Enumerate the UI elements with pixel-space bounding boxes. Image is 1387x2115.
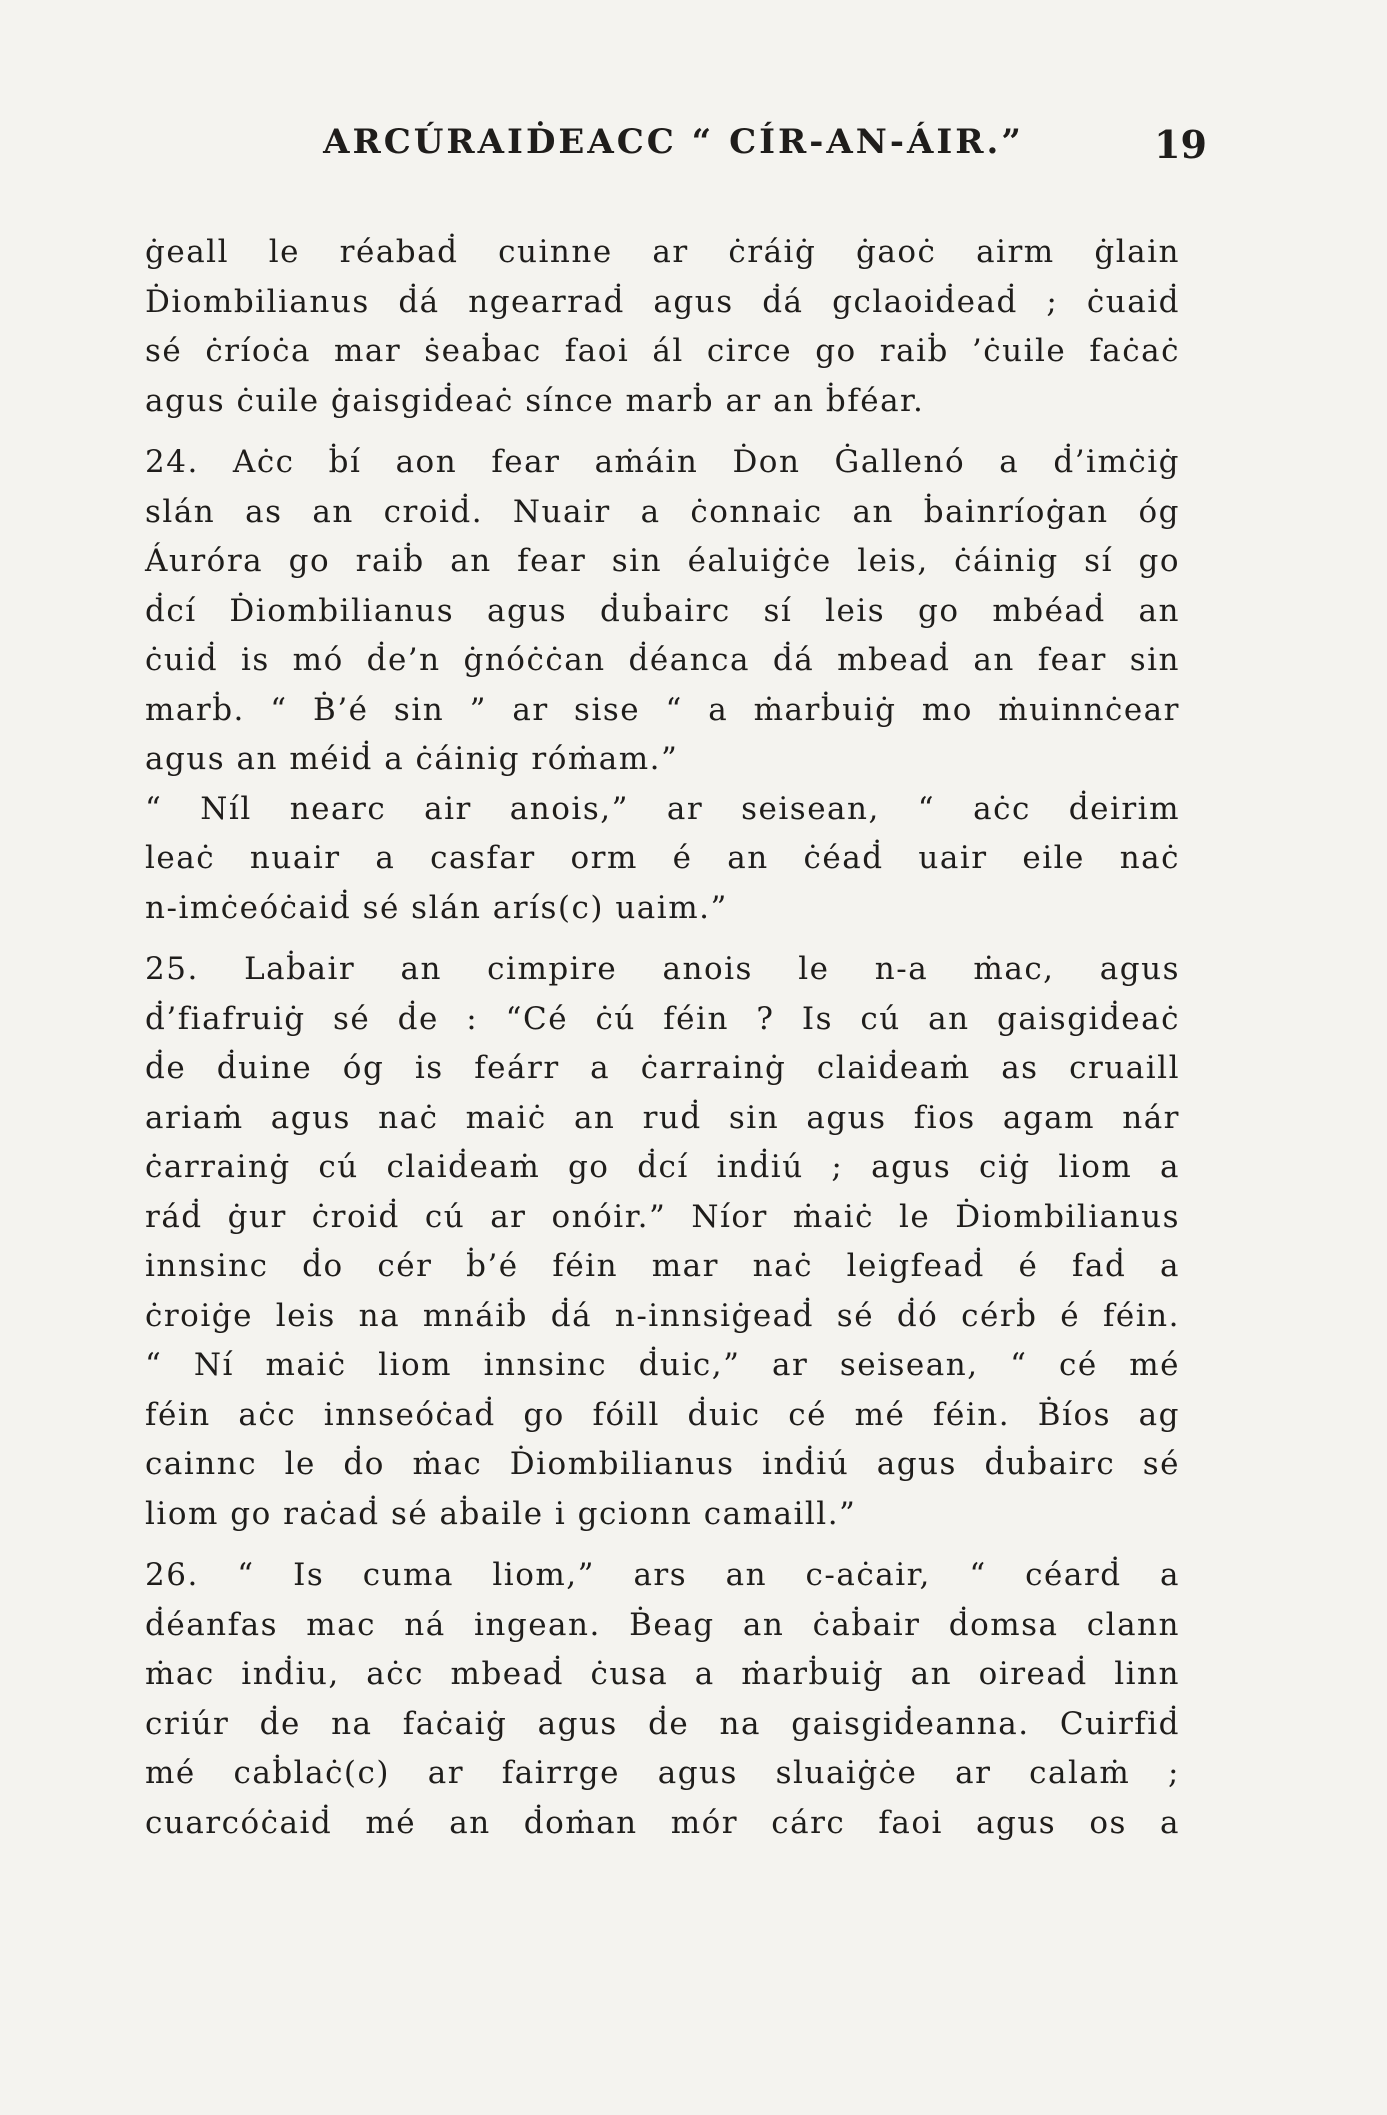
text-line: Áuróra go raiḃ an fear sin éaluiġċe leis, ċáinig sí go (145, 543, 1180, 579)
text-line: “ Ní maiċ liom innsinc ḋuic,” ar seisean, “ cé mé (145, 1347, 1180, 1383)
paragraph (145, 945, 1180, 1539)
text-line: marḃ. “ Ḃ’é sin ” ar sise “ a ṁarḃuiġ mo ṁuinnċear (145, 691, 1180, 728)
text-line: sé ċríoċa mar ṡeaḃac faoi ál circe go raiḃ ’ċuile faċaċ (145, 333, 1180, 369)
text-line: leaċ nuair a casfar orm é an ċéaḋ uair eile naċ (145, 840, 1180, 876)
text-line: ċroiġe leis na mnáiḃ ḋá n-innsiġeaḋ sé ḋó cérḃ é féin. (145, 1297, 1180, 1334)
text-line: ċuiḋ is mó ḋe’n ġnóċċan ḋéanca ḋá mbeaḋ an fear sin (145, 642, 1180, 678)
text-line: criúr ḋe na faċaiġ agus ḋe na gaisgiḋeanna. Cuirfiḋ (145, 1705, 1180, 1742)
paragraph (145, 1551, 1180, 1848)
text-line: 25. Laḃair an cimpire anois le n-a ṁac, agus (145, 951, 1180, 987)
text-line: ariaṁ agus naċ maiċ an ruḋ sin agus fios agam nár (145, 1099, 1180, 1136)
text-line: cainnc le ḋo ṁac Ḋiombilianus inḋiú agus ḋuḃairc sé (145, 1446, 1180, 1482)
text-line: 26. “ Is cuma liom,” ars an c-aċair, “ céarḋ a (145, 1557, 1180, 1593)
paragraph (145, 438, 1180, 933)
text-line: innsinc ḋo cér ḃ’é féin mar naċ leigfeaḋ é faḋ a (145, 1248, 1180, 1284)
text-line: ḋéanfas mac ná ingean. Ḃeag an ċaḃair ḋomsa clann (145, 1606, 1180, 1643)
page-number: 19 (1154, 122, 1207, 167)
text-line: ḋe ḋuine óg is feárr a ċarrainġ claiḋeaṁ as cruaill (145, 1050, 1180, 1086)
text-line: ṁac inḋiu, aċc mbeaḋ ċusa a ṁarḃuiġ an oireaḋ linn (145, 1656, 1180, 1692)
text-line: ráḋ ġur ċroiḋ cú ar onóir.” Níor ṁaiċ le Ḋiombilianus (145, 1198, 1180, 1235)
text-line: cuarcóċaiḋ mé an ḋoṁan mór cárc faoi agus os a (145, 1804, 1180, 1841)
text-line: liom go raċaḋ sé aḃaile i gcionn camaill.” (145, 1495, 857, 1532)
text-line: ġeall le réabaḋ cuinne ar ċráiġ ġaoċ airm ġlain (145, 234, 1180, 270)
text-line: ḋ’fiafruiġ sé ḋe : “Cé ċú féin ? Is cú an gaisgiḋeaċ (145, 1000, 1180, 1037)
text-line: mé caḃlaċ(c) ar fairrge agus sluaiġċe ar calaṁ ; (145, 1755, 1180, 1791)
paragraph (145, 228, 1180, 426)
text-line: slán as an croiḋ. Nuair a ċonnaic an ḃainríoġan óg (145, 493, 1180, 530)
text-line: agus an méiḋ a ċáinig róṁam.” (145, 741, 679, 777)
text-line: ċarrainġ cú claiḋeaṁ go ḋcí inḋiú ; agus ciġ liom a (145, 1149, 1180, 1185)
running-title: ARCÚRAIḊEACC “ CÍR-AN-ÁIR.” (323, 122, 1024, 162)
page-header (140, 122, 1207, 182)
text-line: féin aċc innseóċaḋ go fóill ḋuic cé mé féin. Ḃíos ag (145, 1396, 1180, 1433)
text-line: agus ċuile ġaisgiḋeaċ sínce marḃ ar an ḃféar. (145, 382, 925, 419)
text-line: 24. Aċc ḃí aon fear aṁáin Ḋon Ġallenó a ḋ’imċiġ (145, 444, 1180, 480)
text-line: “ Níl nearc air anois,” ar seisean, “ aċc ḋeirim (145, 790, 1180, 827)
text-line: n-imċeóċaiḋ sé slán arís(c) uaim.” (145, 889, 728, 926)
text-line: ḋcí Ḋiombilianus agus ḋuḃairc sí leis go mbéaḋ an (145, 592, 1180, 629)
text-line: Ḋiombilianus ḋá ngearraḋ agus ḋá gclaoiḋeaḋ ; ċuaiḋ (145, 283, 1180, 320)
body-text (145, 228, 1180, 1848)
